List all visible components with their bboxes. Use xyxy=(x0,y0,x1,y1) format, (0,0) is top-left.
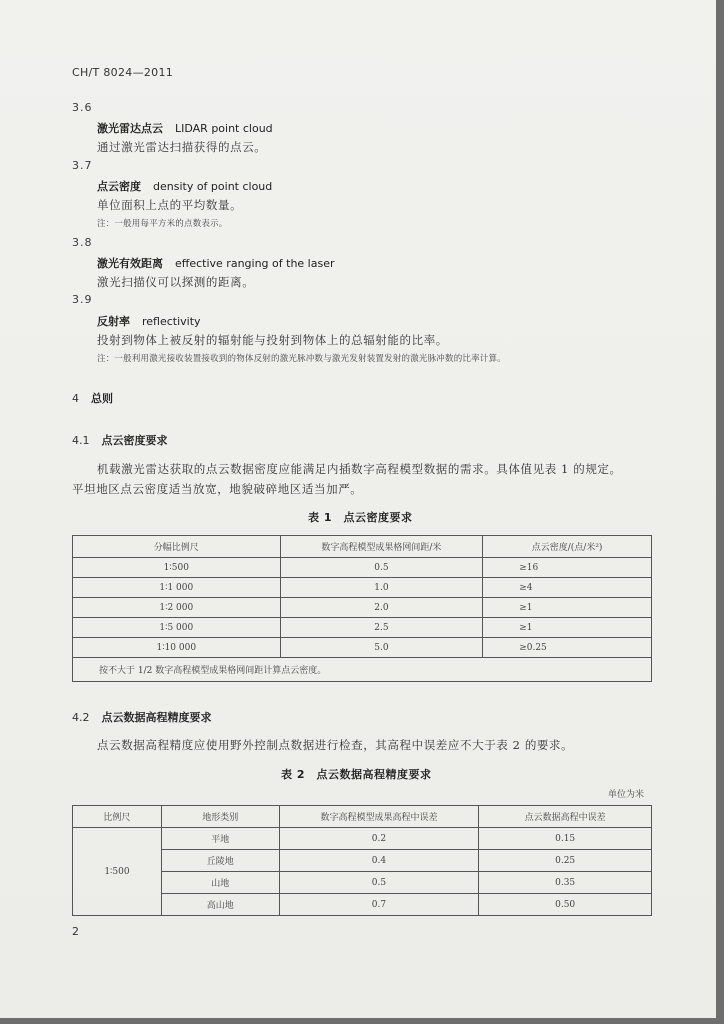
table-cell: 平地 xyxy=(161,828,279,850)
term-number: 3.8 xyxy=(72,236,93,249)
paragraph-line: 平坦地区点云密度适当放宽，地貌破碎地区适当加严。 xyxy=(72,482,363,496)
section-number: 4 xyxy=(72,392,79,405)
table-row xyxy=(73,558,652,578)
table-footnote: 按不大于 1/2 数字高程模型成果格网间距计算点云密度。 xyxy=(73,658,652,682)
standard-header: CH/T 8024—2011 xyxy=(72,66,174,79)
table-row xyxy=(73,578,652,598)
table-cell: 1∶1 000 xyxy=(73,578,281,598)
term-english: reflectivity xyxy=(142,315,201,328)
column-header: 地形类别 xyxy=(161,806,279,828)
table2-unit: 单位为米 xyxy=(608,790,645,800)
table-row xyxy=(73,618,652,638)
table-cell: 2.0 xyxy=(280,598,483,618)
table-cell: ≥16 xyxy=(483,558,652,578)
term-number: 3.6 xyxy=(72,101,93,114)
paragraph-line: 点云数据高程精度应使用野外控制点数据进行检查，其高程中误差应不大于表 2 的要求。 xyxy=(97,738,574,752)
term-number: 3.9 xyxy=(72,293,93,306)
scale-cell: 1∶500 xyxy=(73,828,162,916)
subsection-heading xyxy=(72,709,212,725)
table-row xyxy=(73,638,652,658)
term-definition: 激光扫描仪可以探测的距离。 xyxy=(97,275,255,289)
term-chinese: 激光雷达点云 xyxy=(97,122,163,135)
table-cell: ≥4 xyxy=(483,578,652,598)
column-header: 比例尺 xyxy=(73,806,162,828)
table-header-row xyxy=(73,806,652,828)
table-row xyxy=(73,828,652,850)
term-chinese: 点云密度 xyxy=(97,180,141,193)
table-cell: 0.15 xyxy=(479,828,652,850)
term-title xyxy=(97,178,272,194)
table-cell: 5.0 xyxy=(280,638,483,658)
term-note: 注：一般利用激光接收装置接收到的物体反射的激光脉冲数与激光发射装置发射的激光脉冲数的比率计算。 xyxy=(97,354,506,364)
subsection-number: 4.1 xyxy=(72,434,90,447)
table-cell: 0.50 xyxy=(479,894,652,916)
term-title xyxy=(97,120,273,136)
table-cell: ≥1 xyxy=(483,598,652,618)
section-title: 总则 xyxy=(91,392,113,405)
table-header-row xyxy=(73,536,652,558)
term-definition: 通过激光雷达扫描获得的点云。 xyxy=(97,140,267,154)
term-definition: 单位面积上点的平均数量。 xyxy=(97,198,243,212)
term-title xyxy=(97,255,335,271)
table2-caption: 表 2 点云数据高程精度要求 xyxy=(281,768,432,781)
term-english: LIDAR point cloud xyxy=(175,122,273,135)
table-cell: 山地 xyxy=(161,872,279,894)
term-number: 3.7 xyxy=(72,159,93,172)
column-header: 点云密度/(点/米²) xyxy=(483,536,652,558)
table-cell: 0.4 xyxy=(279,850,479,872)
table-cell: 1∶5 000 xyxy=(73,618,281,638)
subsection-title: 点云密度要求 xyxy=(101,434,168,447)
table-cell: 0.2 xyxy=(279,828,479,850)
table-footnote-row xyxy=(73,658,652,682)
table-cell: 2.5 xyxy=(280,618,483,638)
subsection-heading xyxy=(72,432,168,448)
term-chinese: 激光有效距离 xyxy=(97,257,163,270)
term-english: density of point cloud xyxy=(153,180,273,193)
table1 xyxy=(72,535,652,682)
table-cell: 1∶10 000 xyxy=(73,638,281,658)
term-english: effective ranging of the laser xyxy=(175,257,335,270)
table-cell: 0.5 xyxy=(280,558,483,578)
section-heading xyxy=(72,390,113,406)
table2 xyxy=(72,805,652,916)
page-number: 2 xyxy=(72,925,79,938)
column-header: 数字高程模型成果高程中误差 xyxy=(279,806,479,828)
table-cell: ≥0.25 xyxy=(483,638,652,658)
paragraph-line: 机载激光雷达获取的点云数据密度应能满足内插数字高程模型数据的需求。具体值见表 1 的规定。 xyxy=(97,462,622,476)
table-cell: 1.0 xyxy=(280,578,483,598)
table-cell: 0.7 xyxy=(279,894,479,916)
table-cell: ≥1 xyxy=(483,618,652,638)
column-header: 分幅比例尺 xyxy=(73,536,281,558)
column-header: 数字高程模型成果格网间距/米 xyxy=(280,536,483,558)
table-cell: 1∶2 000 xyxy=(73,598,281,618)
term-definition: 投射到物体上被反射的辐射能与投射到物体上的总辐射能的比率。 xyxy=(97,333,448,347)
table-cell: 0.25 xyxy=(479,850,652,872)
term-chinese: 反射率 xyxy=(97,315,130,328)
table-cell: 高山地 xyxy=(161,894,279,916)
subsection-title: 点云数据高程精度要求 xyxy=(101,711,212,724)
table-row xyxy=(73,598,652,618)
term-note: 注：一般用每平方米的点数表示。 xyxy=(97,219,228,229)
term-title xyxy=(97,313,201,329)
table-cell: 丘陵地 xyxy=(161,850,279,872)
table-cell: 0.35 xyxy=(479,872,652,894)
subsection-number: 4.2 xyxy=(72,711,90,724)
column-header: 点云数据高程中误差 xyxy=(479,806,652,828)
table-cell: 1∶500 xyxy=(73,558,281,578)
table1-caption: 表 1 点云密度要求 xyxy=(308,511,413,524)
table-cell: 0.5 xyxy=(279,872,479,894)
